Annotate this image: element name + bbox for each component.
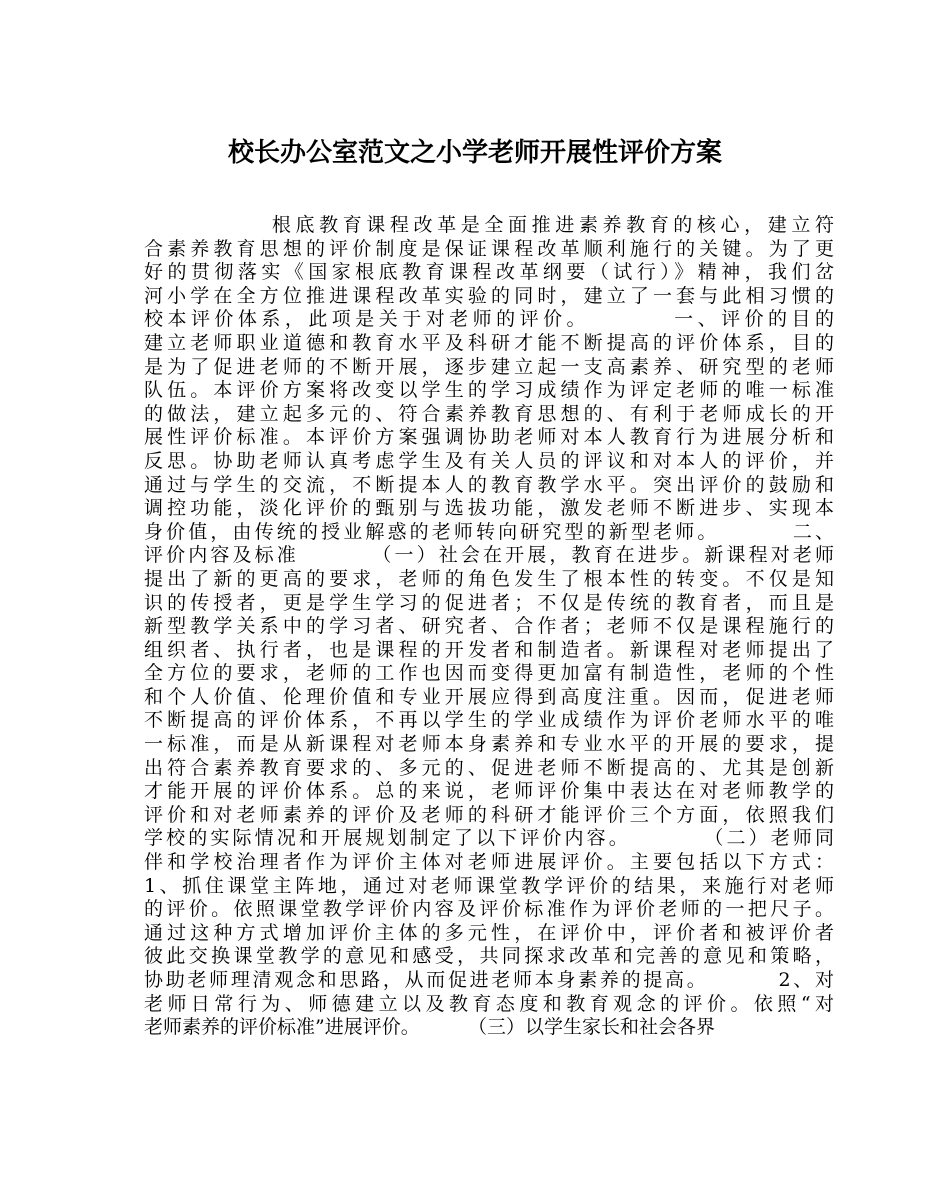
body-line: 通过与学生的交流，不断提本人的教育教学水平。突出评价的鼓励和	[144, 473, 834, 496]
body-line: 校本评价体系，此项是关于对老师的评价。 一、评价的目的	[144, 308, 834, 331]
body-line: 老师素养的评价标准”进展评价。 （三）以学生家长和社会各界	[144, 1016, 716, 1039]
body-line: 合素养教育思想的评价制度是保证课程改革顺利施行的关键。为了更	[144, 237, 834, 260]
body-line: 评价和对老师素养的评价及老师的科研才能评价三个方面，依照我们	[144, 803, 834, 826]
document-title: 校长办公室范文之小学老师开展性评价方案	[227, 138, 722, 168]
body-line: 的评价。依照课堂教学评价内容及评价标准作为评价老师的一把尺子。	[144, 898, 834, 921]
body-line: 调控功能，淡化评价的甄别与选拔功能，激发老师不断进步、实现本	[144, 497, 834, 520]
body-line: 不断提高的评价体系，不再以学生的学业成绩作为评价老师水平的唯	[144, 709, 834, 732]
body-line: 老师日常行为、师德建立以及教育态度和教育观念的评价。依照“对	[144, 992, 834, 1015]
body-line: 识的传授者，更是学生学习的促进者；不仅是传统的教育者，而且是	[144, 591, 834, 614]
body-line: 根底教育课程改革是全面推进素养教育的核心，建立符	[144, 214, 834, 236]
body-line: 展性评价标准。本评价方案强调协助老师对本人教育行为进展分析和	[144, 426, 834, 449]
body-line: 河小学在全方位推进课程改革实验的同时，建立了一套与此相习惯的	[144, 284, 834, 307]
body-line: 反思。协助老师认真考虑学生及有关人员的评议和对本人的评价，并	[144, 449, 834, 472]
body-line: 组织者、执行者，也是课程的开发者和制造者。新课程对老师提出了	[144, 638, 834, 661]
body-line: 提出了新的更高的要求，老师的角色发生了根本性的转变。不仅是知	[144, 567, 834, 590]
body-line: 协助老师理清观念和思路，从而促进老师本身素养的提高。 2、对	[144, 969, 834, 991]
body-line: 好的贯彻落实《国家根底教育课程改革纲要（试行）》精神，我们岔	[144, 261, 834, 284]
body-line: 出符合素养教育要求的、多元的、促进老师不断提高的、尤其是创新	[144, 756, 834, 779]
body-line: 才能开展的评价体系。总的来说，老师评价集中表达在对老师教学的	[144, 780, 834, 803]
body-line: 的做法，建立起多元的、符合素养教育思想的、有利于老师成长的开	[144, 402, 834, 425]
body-line: 学校的实际情况和开展规划制定了以下评价内容。 （二）老师同	[144, 827, 834, 850]
body-line: 1、抓住课堂主阵地，通过对老师课堂教学评价的结果，来施行对老师	[144, 874, 834, 897]
body-line: 评价内容及标准 （一）社会在开展，教育在进步。新课程对老师	[144, 544, 834, 567]
body-line: 彼此交换课堂教学的意见和感受，共同探求改革和完善的意见和策略，	[144, 945, 834, 968]
body-line: 建立老师职业道德和教育水平及科研才能不断提高的评价体系，目的	[144, 331, 834, 354]
body-line: 全方位的要求，老师的工作也因而变得更加富有制造性，老师的个性	[144, 662, 834, 685]
body-line: 一标准，而是从新课程对老师本身素养和专业水平的开展的要求，提	[144, 733, 834, 756]
body-line: 新型教学关系中的学习者、研究者、合作者；老师不仅是课程施行的	[144, 615, 834, 638]
body-line: 队伍。本评价方案将改变以学生的学习成绩作为评定老师的唯一标准	[144, 379, 834, 402]
body-line: 和个人价值、伦理价值和专业开展应得到高度注重。因而，促进老师	[144, 685, 834, 708]
body-line: 是为了促进老师的不断开展，逐步建立起一支高素养、研究型的老师	[144, 355, 834, 378]
body-line: 伴和学校治理者作为评价主体对老师进展评价。主要包括以下方式：	[144, 851, 834, 874]
body-line: 通过这种方式增加评价主体的多元性，在评价中，评价者和被评价者	[144, 921, 834, 944]
document-body	[144, 214, 834, 1040]
body-line: 身价值，由传统的授业解惑的老师转向研究型的新型老师。 二、	[144, 520, 834, 543]
